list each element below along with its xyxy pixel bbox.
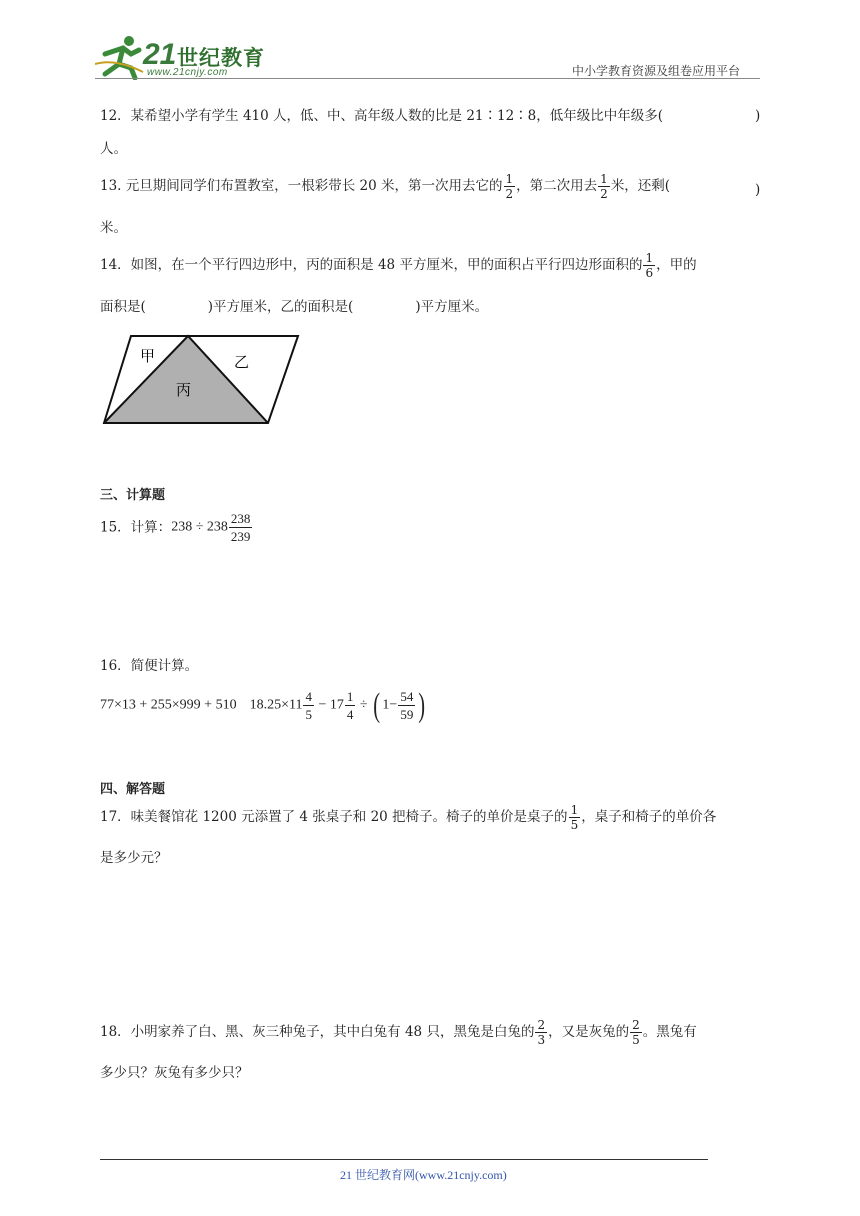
fraction-denominator: 5 xyxy=(305,707,312,722)
question-13-text-c: 米，还剩( xyxy=(610,178,671,194)
question-14-text-b: ，甲的 xyxy=(656,257,697,273)
question-14-text-c: 面积是( xyxy=(100,299,146,315)
fraction-numerator: 1 xyxy=(600,172,608,186)
question-15-label: 15．计算： xyxy=(100,519,172,536)
fraction xyxy=(229,510,253,545)
fraction-numerator: 54 xyxy=(400,689,414,704)
fraction xyxy=(398,688,415,723)
question-15 xyxy=(100,510,253,545)
fraction-numerator: 1 xyxy=(645,251,654,265)
question-13-line1 xyxy=(100,172,670,201)
parallelogram-figure xyxy=(100,333,304,427)
expression-2-part-b: − 17 xyxy=(314,697,344,713)
fraction xyxy=(345,688,356,723)
expression-1: 77×13 + 255×999 + 510 xyxy=(100,697,237,713)
header-platform-name: 中小学教育资源及组卷应用平台 xyxy=(572,64,741,78)
question-18-text-b: ，又是灰兔的 xyxy=(548,1024,630,1040)
fraction xyxy=(303,688,314,723)
label-bing: 丙 xyxy=(176,381,192,399)
fraction xyxy=(569,803,581,832)
expression-2-part-d: 1− xyxy=(382,697,398,713)
question-13-answer-close: ) xyxy=(755,182,761,198)
header-divider xyxy=(95,78,760,79)
left-paren: ( xyxy=(373,686,381,724)
question-17-text-b: ，桌子和椅子的单价各 xyxy=(581,809,717,825)
fraction-denominator: 59 xyxy=(400,707,414,722)
question-14-text-a: 14．如图，在一个平行四边形中，丙的面积是 48 平方厘米，甲的面积占平行四边形面积的 xyxy=(100,257,643,273)
fraction xyxy=(643,251,655,280)
logo xyxy=(95,34,265,80)
question-13-text-a: 13. 元旦期间同学们布置教室，一根彩带长 20 米，第一次用去它的 xyxy=(100,178,503,194)
fraction-numerator: 2 xyxy=(537,1018,546,1032)
question-13-line2: 米。 xyxy=(100,220,127,236)
fraction xyxy=(535,1018,547,1047)
question-18-text-a: 18．小明家养了白、黑、灰三种兔子，其中白兔有 48 只，黑兔是白兔的 xyxy=(100,1024,535,1040)
question-14-text-e: )平方厘米。 xyxy=(415,299,489,315)
fraction-numerator: 1 xyxy=(505,172,514,186)
section-3-title: 三、计算题 xyxy=(100,488,166,503)
fraction-denominator: 239 xyxy=(230,529,251,544)
question-17-line1 xyxy=(100,803,716,832)
section-4-title: 四、解答题 xyxy=(100,782,166,797)
fraction-denominator: 2 xyxy=(600,187,608,201)
question-18-line1 xyxy=(100,1018,697,1047)
question-16-expressions xyxy=(100,688,428,723)
fraction xyxy=(630,1018,642,1047)
question-16-label: 16．简便计算。 xyxy=(100,658,199,674)
fraction-numerator: 1 xyxy=(570,803,579,817)
fraction-denominator: 5 xyxy=(570,818,579,832)
question-14-line2 xyxy=(100,298,488,316)
fraction-denominator: 4 xyxy=(346,707,354,722)
logo-chinese-name: 世纪教育 xyxy=(177,46,265,70)
right-paren: ) xyxy=(418,686,426,724)
fraction xyxy=(598,172,610,201)
question-17-line2: 是多少元？ xyxy=(100,850,168,866)
question-15-expression: 238 ÷ 238 xyxy=(171,519,228,535)
fraction xyxy=(504,172,516,201)
question-12-line1 xyxy=(100,107,663,125)
logo-number: 21 xyxy=(143,38,177,71)
question-17-text-a: 17．味美餐馆花 1200 元添置了 4 张桌子和 20 把椅子。椅子的单价是桌子的 xyxy=(100,809,568,825)
fraction-numerator: 1 xyxy=(346,689,354,704)
label-yi: 乙 xyxy=(234,353,250,371)
logo-url: www.21cnjy.com xyxy=(147,67,228,78)
fraction-denominator: 2 xyxy=(505,187,514,201)
question-12-line2: 人。 xyxy=(100,141,127,157)
question-18-text-c: 。黑兔有 xyxy=(642,1024,697,1040)
question-12-answer-close: ) xyxy=(755,108,761,124)
fraction-denominator: 3 xyxy=(537,1033,546,1047)
runner-logo-icon xyxy=(95,34,145,80)
question-14-line1 xyxy=(100,251,697,280)
fraction-denominator: 6 xyxy=(645,266,654,280)
question-18-line2: 多少只？灰兔有多少只？ xyxy=(100,1065,249,1081)
expression-2-part-c: ÷ xyxy=(356,697,372,713)
question-14-text-d: )平方厘米，乙的面积是( xyxy=(207,299,354,315)
expression-2-part-a: 18.25×11 xyxy=(249,697,303,713)
fraction-numerator: 2 xyxy=(632,1018,640,1032)
question-12-text: 12．某希望小学有学生 410 人，低、中、高年级人数的比是 21∶12∶8，低年级比中年级多( xyxy=(100,108,664,124)
fraction-denominator: 5 xyxy=(632,1033,640,1047)
fraction-numerator: 238 xyxy=(230,511,251,526)
label-jia: 甲 xyxy=(140,347,156,365)
footer-divider xyxy=(100,1159,708,1160)
question-13-text-b: ，第二次用去 xyxy=(516,178,598,194)
fraction-numerator: 4 xyxy=(305,689,312,704)
footer-text: 21 世纪教育网(www.21cnjy.com) xyxy=(340,1168,507,1182)
triangle-bing xyxy=(104,336,268,423)
